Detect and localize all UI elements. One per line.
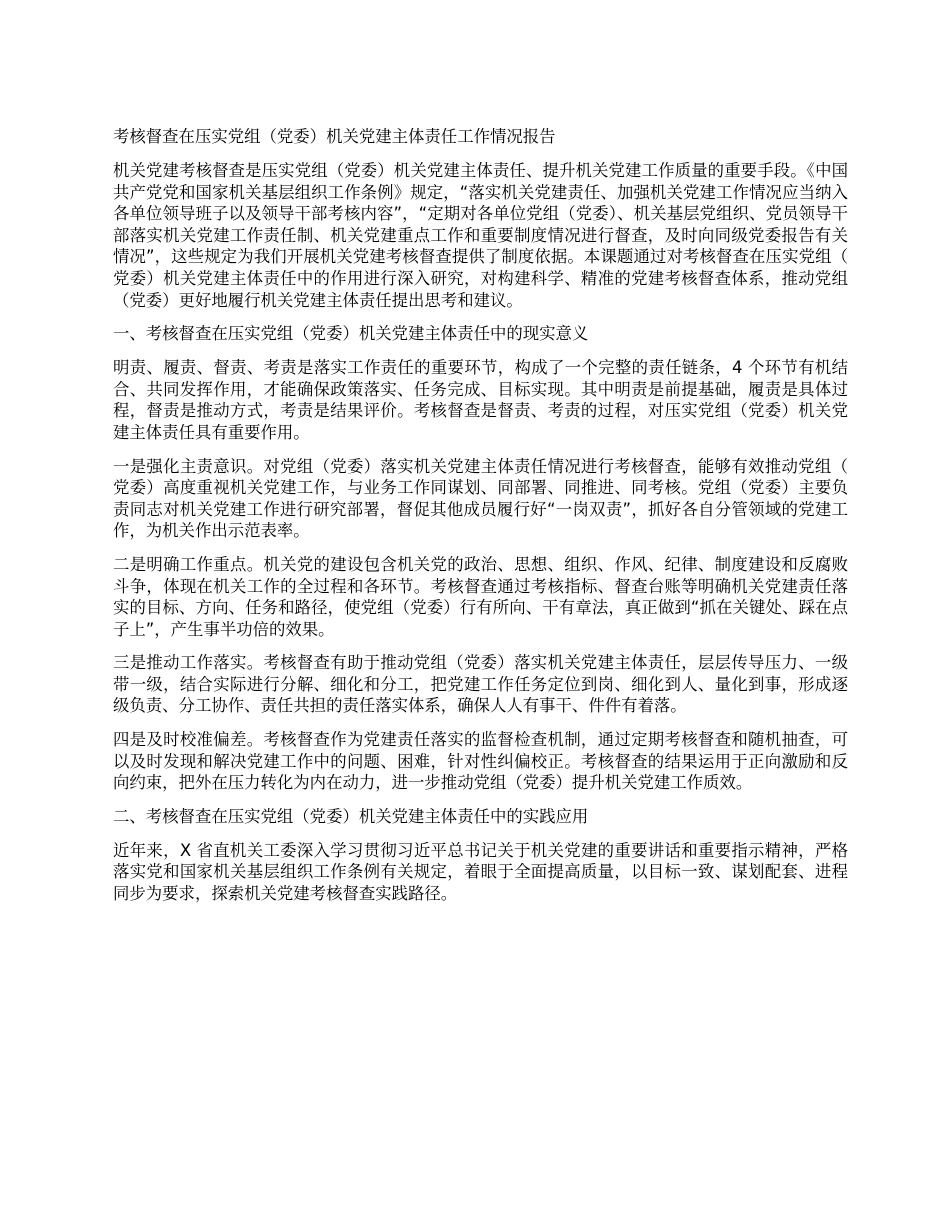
section-1-paragraph-4: 三是推动工作落实。考核督查有助于推动党组（党委）落实机关党建主体责任，层层传导压力、一级带一级，结合实际进行分解、细化和分工，把党建工作任务定位到岗、细化到人、量化到事，形成逐级负责、分工协作、责任共担的责任落实体系，确保人人有事干、件件有着落。 (113, 653, 848, 716)
section-2-paragraph-1: 近年来，X 省直机关工委深入学习贯彻习近平总书记关于机关党建的重要讲话和重要指示精神，严格落实党和国家机关基层组织工作条例有关规定，着眼于全面提高质量，以目标一致、谋划配套、进程同步为要求，探索机关党建考核督查实践路径。 (113, 840, 848, 904)
section-2-heading: 二、考核督查在压实党组（党委）机关党建主体责任中的实践应用 (113, 806, 589, 826)
section-1-paragraph-1: 明责、履责、督责、考责是落实工作责任的重要环节，构成了一个完整的责任链条，4 个环节有机结合、共同发挥作用，才能确保政策落实、任务完成、目标实现。其中明责是前提基础，履责是具体过程，督责是推动方式，考责是结果评价。考核督查是督责、考责的过程，对压实党组（党委）机关党建主体责任具有重要作用。 (113, 358, 848, 442)
section-1-paragraph-2: 一是强化主责意识。对党组（党委）落实机关党建主体责任情况进行考核督查，能够有效推动党组（党委）高度重视机关党建工作，与业务工作同谋划、同部署、同推进、同考核。党组（党委）主要负责同志对机关党建工作进行研究部署，督促其他成员履行好“一岗双责”，抓好各自分管领域的党建工作，为机关作出示范表率。 (113, 456, 848, 541)
document-title: 考核督查在压实党组（党委）机关党建主体责任工作情况报告 (113, 127, 556, 146)
intro-paragraph: 机关党建考核督查是压实党组（党委）机关党建主体责任、提升机关党建工作质量的重要手段。《中国共产党党和国家机关基层组织工作条例》规定，“落实机关党建责任、加强机关党建工作情况应当纳入各单位领导班子以及领导干部考核内容”，“定期对各单位党组（党委）、机关基层党组织、党员领导干部落实机关党建工作责任制、机关党建重点工作和重要制度情况进行督查，及时向同级党委报告有关情况”，这些规定为我们开展机关党建考核督查提供了制度依据。本课题通过对考核督查在压实党组（党委）机关党建主体责任中的作用进行深入研究，对构建科学、精准的党建考核督查体系，推动党组（党委）更好地履行机关党建主体责任提出思考和建议。 (113, 161, 848, 310)
section-1-heading: 一、考核督查在压实党组（党委）机关党建主体责任中的现实意义 (113, 324, 589, 344)
section-1-paragraph-5: 四是及时校准偏差。考核督查作为党建责任落实的监督检查机制，通过定期考核督查和随机抽查，可以及时发现和解决党建工作中的问题、困难，针对性纠偏校正。考核督查的结果运用于正向激励和反向约束，把外在压力转化为内在动力，进一步推动党组（党委）提升机关党建工作质效。 (113, 730, 848, 793)
section-1-paragraph-3: 二是明确工作重点。机关党的建设包含机关党的政治、思想、组织、作风、纪律、制度建设和反腐败斗争，体现在机关工作的全过程和各环节。考核督查通过考核指标、督查台账等明确机关党建责任落实的目标、方向、任务和路径，使党组（党委）行有所向、干有章法，真正做到“抓在关键处、踩在点子上”，产生事半功倍的效果。 (113, 554, 848, 639)
document-page (113, 126, 848, 917)
